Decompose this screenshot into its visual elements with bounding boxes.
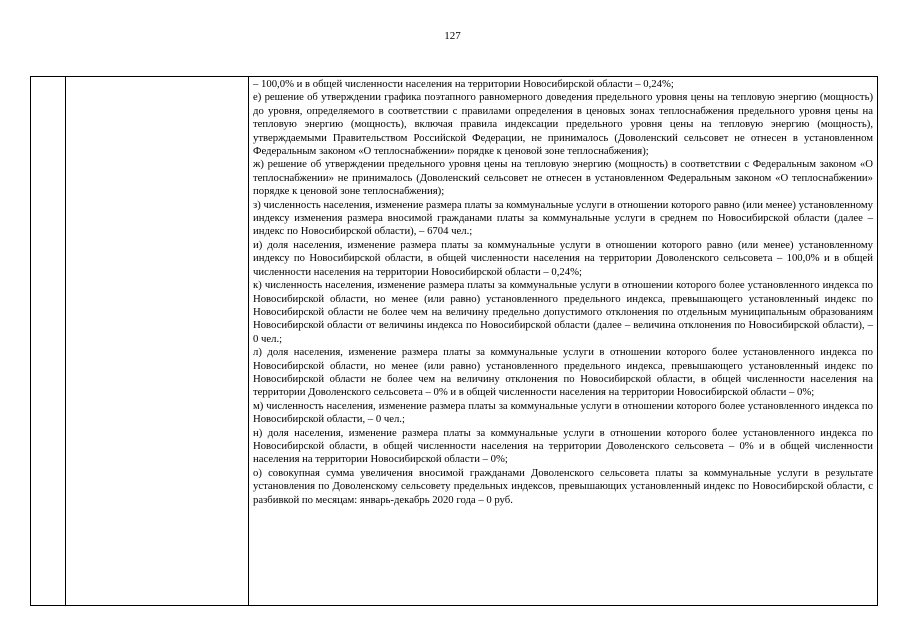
paragraph-z: з) численность населения, изменение размера платы за коммунальные услуги в отношении которого равно (или менее) установленному индексу изменения размера вносимой гражданами платы за коммунальные услуги в среднем по Новосибирской области (далее – индекс по Новосибирской области), – 6704 чел.; xyxy=(253,198,873,238)
table-column-divider-2 xyxy=(248,77,249,605)
paragraph-n: н) доля населения, изменение размера платы за коммунальные услуги в отношении которого более установленного индекса по Новосибирской области, в общей численности населения на территории Доволенского сельсовета – 0% и в общей численности населения на территории Новосибирской области – 0%; xyxy=(253,426,873,466)
page-number: 127 xyxy=(444,30,461,42)
paragraph-l: л) доля населения, изменение размера платы за коммунальные услуги в отношении которого более установленного индекса по Новосибирской области, но менее (или равно) установленного предельного индекса, превышающего установленный индекс по Новосибирской области не более чем на величину отклонения по Новосибирской области, в общей численности населения на территории Доволенского сельсовета – 0% и в общей численности населения на территории Новосибирской области – 0%; xyxy=(253,346,873,399)
paragraph-k: к) численность населения, изменение размера платы за коммунальные услуги в отношении которого более установленного индекса по Новосибирской области, но менее (или равно) установленного предельного индекса, превышающего установленный индекс по Новосибирской области не более чем на величину предельно допустимого отклонения по отдельным муниципальным образованиям Новосибирской области от величины индекса по Новосибирской области (далее – величина отклонения по Новосибирской области), – 0 чел.; xyxy=(253,279,873,345)
paragraph-i: и) доля населения, изменение размера платы за коммунальные услуги в отношении которого равно (или менее) установленному индексу по Новосибирской области, в общей численности населения на территории Доволенского сельсовета – 100,0% и в общей численности населения на территории Новосибирской области – 0,24%; xyxy=(253,238,873,278)
table-text-cell xyxy=(253,78,873,507)
paragraph-e: е) решение об утверждении графика поэтапного равномерного доведения предельного уровня цены на тепловую энергию (мощность) до уровня, определяемого в соответствии с правилами определения в ценовых зонах теплоснабжения предельного уровня цены на тепловую энергию (мощность), включая правила индексации предельного уровня цены на тепловую энергию (мощность), утверждаемыми Правительством Российской Федерации, не принималось (Доволенский сельсовет не отнесен в установленном Федеральным законом «О теплоснабжении» порядке к ценовой зоне теплоснабжения); xyxy=(253,91,873,158)
paragraph-o: о) совокупная сумма увеличения вносимой гражданами Доволенского сельсовета платы за коммунальные услуги в результате установления по Доволенскому сельсовету предельных индексов, превышающих установленный индекс по Новосибирской области, с разбивкой по месяцам: январь-декабрь 2020 года – 0 руб. xyxy=(253,466,873,506)
paragraph-continuation: – 100,0% и в общей численности населения на территории Новосибирской области – 0,24%; xyxy=(253,78,674,90)
table-column-divider-1 xyxy=(65,77,66,605)
paragraph-zh: ж) решение об утверждении предельного уровня цены на тепловую энергию (мощность) в соответствии с Федеральным законом «О теплоснабжении» не принималось (Доволенский сельсовет не отнесен в установленном Федеральным законом «О теплоснабжении» порядке к ценовой зоне теплоснабжения); xyxy=(253,158,873,198)
paragraph-m: м) численность населения, изменение размера платы за коммунальные услуги в отношении которого более установленного индекса по Новосибирской области, – 0 чел.; xyxy=(253,399,873,426)
document-table xyxy=(30,76,878,606)
